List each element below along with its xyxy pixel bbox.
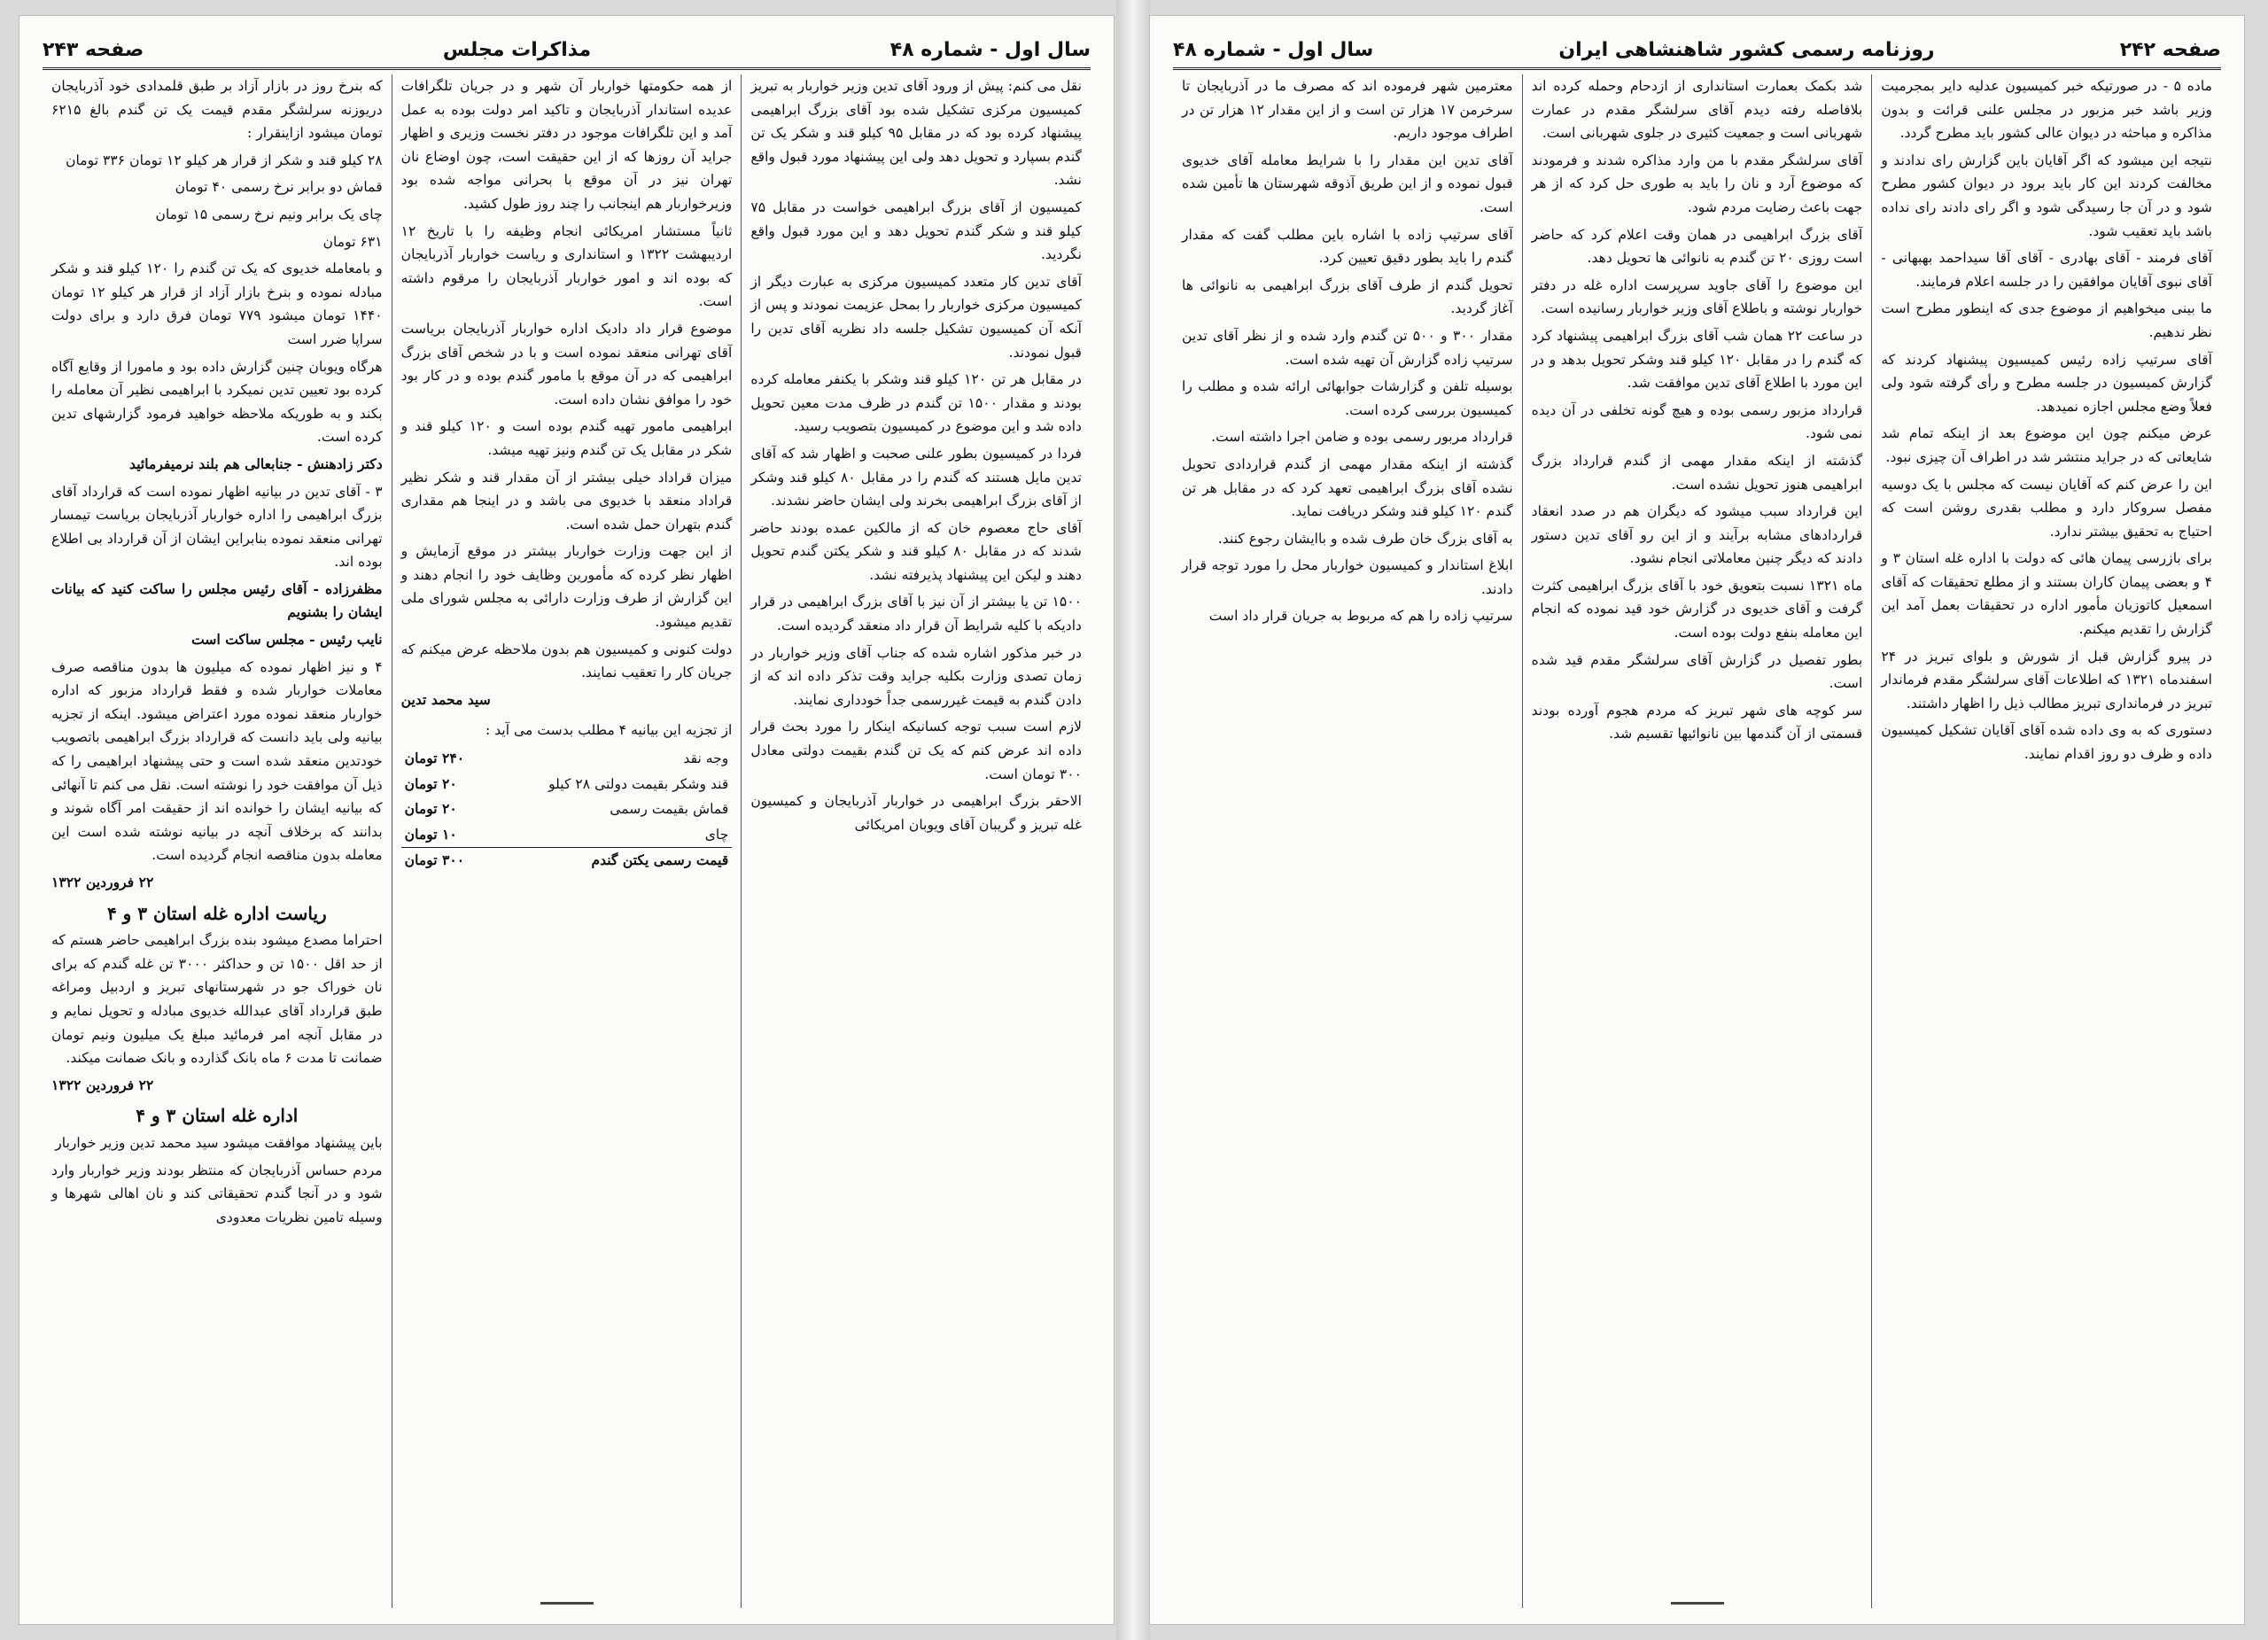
paragraph: سرتیپ زاده را هم که مربوط به جریان قرار داد است [1208, 608, 1513, 625]
right-page-header [1173, 32, 2221, 70]
signature: سید محمد تدین [400, 690, 491, 708]
paragraph: در پیرو گزارش قبل از شورش و بلوای تبریز در ۲۴ اسفندماه ۱۳۲۱ که اطلاعات آقای سرلشگر مقدم فرماندار تبریز در فرمانداری تبریز مطالب ذیل را اظهار داشتند. [1881, 648, 2212, 711]
paragraph: باین پیشنهاد موافقت میشود سید محمد تدین وزیر خواربار [55, 1134, 383, 1151]
table-row [401, 746, 733, 772]
left-col-1 [43, 74, 392, 1608]
table-cell-label: وجه نقد [683, 750, 729, 767]
paragraph: ابراهیمی مامور تهیه گندم بوده است و ۱۲۰ کیلو قند و شکر در مقابل یک تن گندم ونیز تهیه میشد. [400, 418, 733, 458]
right-page-number: صفحه ۲۴۲ [2119, 38, 2221, 61]
paragraph: مقدار ۳۰۰ و ۵۰۰ تن گندم وارد شده و از نظر آقای تدین سرتیپ زاده گزارش آن تهیه شده است. [1181, 327, 1513, 368]
page-footer-mark [540, 1602, 594, 1621]
paragraph: آقای سرتیپ زاده با اشاره باین مطلب گفت که مقدار گندم را باید بطور دقیق تعیین کرد. [1181, 226, 1513, 267]
paragraph: آقای بزرگ ابراهیمی در همان وقت اعلام کرد که حاضر است روزی ۲۰ تن گندم به نانوائی ها تحویل دهد. [1531, 226, 1863, 267]
paragraph: بوسیله تلفن و گزارشات جوابهائی ارائه شده و مطلب را کمیسیون بررسی کرده است. [1181, 378, 1513, 418]
paragraph: نقل می کنم: پیش از ورود آقای تدین وزیر خواربار به تبریز کمیسیون مرکزی تشکیل شده بود آقای بزرگ ابراهیمی پیشنهاد کرده بود که در مقابل ۹۵ کیلو قند و شکر یک تن گندم بسپارد و تحویل دهد ولی این پیشنهاد مورد قبول واقع نشد. [750, 78, 1082, 189]
paragraph: میزان قراداد خیلی بیشتر از آن مقدار قند و شکر نظیر قراداد منعقد با خدیوی می باشد و در اینجا هم مقداری گندم بتهران حمل شده است. [400, 469, 733, 532]
paragraph: برای بازرسی پیمان هائی که دولت با اداره غله استان ۳ و ۴ و بعضی پیمان کاران بستند و از مطلع تحقیقات که آقای اسمعیل کاتوزیان مأمور اداره در تحقیقات بعمل آمد این گزارش را تقدیم میکنم. [1881, 550, 2212, 638]
table-cell-value: ۱۰ تومان [404, 825, 457, 843]
left-page-number: صفحه ۲۴۳ [43, 38, 144, 61]
table-cell-value: ۳۰۰ تومان [404, 851, 465, 869]
right-col-2 [1522, 74, 1872, 1608]
paragraph: آقای سرلشگر مقدم با من وارد مذاکره شدند و فرمودند که موضوع آرد و نان را باید به طوری حل کرد که از هر جهت باعث رضایت مردم شود. [1531, 152, 1863, 215]
paragraph: که بنرخ روز در بازار آزاد بر طبق قلمدادی خود آذربایجان دریوزنه سرلشگر مقدم قیمت یک تن گندم بالغ ۶۲۱۵ تومان میشود ازاینقرار : [50, 78, 383, 142]
paragraph: لازم است سبب توجه کسانیکه اینکار را مورد بحث قرار داده اند عرض کنم که یک تن گندم بقیمت دولتی معادل ۳۰۰ تومان است. [750, 719, 1082, 782]
paragraph: ۲۸ کیلو قند و شکر از قرار هر کیلو ۱۲ تومان ۳۳۶ تومان [66, 152, 383, 168]
paragraph: ثانیاً مستشار امریکائی انجام وظیفه را با تاریخ ۱۲ اردیبهشت ۱۳۲۲ و استانداری و ریاست خواربار آذربایجان که بوده اند و امور خواربار آذربایجان را مرقوم داشته است. [400, 222, 733, 310]
paragraph: گذشته از اینکه مقدار مهمی از گندم قراردادی تحویل نشده آقای بزرگ ابراهیمی تعهد کرد که در مقابل هر تن گندم ۱۲۰ کیلو قند وشکر دریافت نماید. [1181, 455, 1513, 520]
table-intro: از تجزیه این بیانیه ۴ مطلب بدست می آید : [485, 722, 733, 739]
table-cell-label: چای [704, 826, 729, 843]
paragraph: تحویل گندم از طرف آقای بزرگ ابراهیمی به نانوائی ها آغاز گردید. [1181, 276, 1513, 317]
paragraph: آقای تدین این مقدار را با شرایط معامله آقای خدیوی قبول نموده و از این طریق آذوقه شهرستان ها تأمین شده است. [1181, 152, 1513, 215]
paragraph: آقای سرتیپ زاده رئیس کمیسیون پیشنهاد کردند که گزارش کمیسیون در جلسه مطرح و رأی گرفته شود ولی فعلاً وضع مجلس اجازه نمیدهد. [1881, 351, 2212, 415]
paragraph: از این جهت وزارت خواربار بیشتر در موقع آزمایش و اظهار نظر کرده که مأمورین وظایف خود را انجام دهند و این گزارش از طرف وزارت دارائی به مجلس شورای ملی تقدیم میشود. [400, 543, 733, 631]
left-col-2 [392, 74, 742, 1608]
paragraph: ابلاغ استاندار و کمیسیون خواربار محل را مورد توجه قرار دادند. [1181, 557, 1513, 597]
page-footer-mark [1671, 1602, 1724, 1621]
paragraph: آقای فرمند - آقای بهادری - آقای آقا سیداحمد بهبهانی - آقای نبوی آقایان موافقین را در جلسه اعلام فرمایند. [1881, 250, 2212, 290]
table-cell-label: قند وشکر بقیمت دولتی ۲۸ کیلو [548, 775, 729, 792]
paragraph: موضوع قرار داد دادیک اداره خواربار آذربایجان بریاست آقای تهرانی منعقد نموده است و با در شخص آقای بزرگ ابراهیمی که در آن موقع با مامور گندم بوده و در کار بود خود را موافق نشان داده است. [400, 320, 733, 408]
left-page [19, 16, 1114, 1624]
left-issue-label: سال اول - شماره ۴۸ [889, 38, 1091, 61]
paragraph: در خبر مذکور اشاره شده که جناب آقای وزیر خواربار در زمان تصدی وزارت بکلیه جراید وقت تذکر داده اند که از دادن گندم به قیمت غیررسمی جداً خودداری نمایند. [750, 644, 1082, 708]
left-page-columns [43, 74, 1091, 1608]
right-issue-label: سال اول - شماره ۴۸ [1173, 38, 1374, 61]
paragraph: گذشته از اینکه مقدار مهمی از گندم قرارداد بزرگ ابراهیمی هنوز تحویل نشده است. [1531, 452, 1863, 493]
speaker-line: دکتر زادهنش - جنابعالی هم بلند نرمیفرمائید [129, 455, 383, 472]
right-col-1 [1871, 74, 2221, 1608]
paragraph: این را عرض کنم که آقایان نیست که مجلس با یک دوسیه مفصل سروکار دارد و مطلب بقدری روشن است که احتیاج به تحقیق بیشتر ندارد. [1881, 476, 2212, 540]
paragraph: به آقای بزرگ خان طرف شده و باایشان رجوع کنند. [1217, 530, 1513, 547]
paragraph: شد بکمک بعمارت استانداری از ازدحام وحمله کرده اند بلافاصله رفته دیدم آقای سرلشگر مقدم در عمارت شهربانی است و جمعیت کثیری در جلوی شهربانی است. [1531, 78, 1863, 142]
paragraph: مردم حساس آذربایجان که منتظر بودند وزیر خواربار وارد شود و در آنجا گندم تحقیقاتی کند و نان اهالی شهرها و وسیله تامین نظریات معدودی [50, 1162, 383, 1225]
section-heading: اداره غله استان ۳ و ۴ [136, 1105, 299, 1127]
paragraph: آقای حاج معصوم خان که از مالکین عمده بودند حاضر شدند که در مقابل ۸۰ کیلو قند و شکر یکتن گندم تحویل دهند و لیکن این پیشنهاد پذیرفته نشد. [750, 519, 1082, 583]
paragraph: آقای تدین کار متعدد کمیسیون مرکزی به عبارت دیگر از کمیسیون مرکزی خواربار را بمحل عزیمت نمودند و پس از آنکه آن کمیسیون تشکیل جلسه داد نظریه آقای تدین را قبول نمودند. [750, 273, 1082, 361]
table-row [401, 822, 733, 848]
paragraph: کمیسیون از آقای بزرگ ابراهیمی خواست در مقابل ۷۵ کیلو قند و شکر گندم تحویل دهد و این مورد قبول واقع نگردید. [750, 198, 1082, 263]
paragraph: ما بینی میخواهیم از موضوع جدی که اینطور مطرح است نظر ندهیم. [1881, 300, 2212, 340]
table-cell-label: قماش بقیمت رسمی [610, 801, 729, 818]
left-page-header [43, 32, 1091, 70]
paragraph: سر کوچه های شهر تبریز که مردم هجوم آورده بودند قسمتی از آن گندمها بین نانوائیها تقسیم شد. [1531, 702, 1863, 742]
left-col-3 [741, 74, 1091, 1608]
paragraph: هرگاه ویوبان چنین گزارش داده بود و مامورا از وقایع آگاه کرده بود تعیین تدین نمیکرد با ابراهیمی نظیر آن معامله را بکند و به طوریکه ملاحظه خواهید فرمود گزارشهای تدین کرده است. [50, 358, 383, 446]
paragraph: در ساعت ۲۲ همان شب آقای بزرگ ابراهیمی پیشنهاد کرد که گندم را در مقابل ۱۲۰ کیلو قند وشکر تحویل بدهد و در این مورد با اطلاع آقای تدین موافقت شد. [1531, 327, 1863, 392]
speaker-line: نایب رئیس - مجلس ساکت است [191, 631, 383, 649]
paragraph: و بامعامله خدیوی که یک تن گندم را ۱۲۰ کیلو قند و شکر مبادله نموده و بنرخ بازار آزاد از قرار هر کیلو ۱۲ تومان ۱۴۴۰ تومان میشود ۷۷۹ تومان فرق دارد و برای دولت سراپا ضرر است [50, 260, 383, 347]
paragraph: چای یک برابر ونیم نرخ رسمی ۱۵ تومان [155, 206, 383, 222]
table-cell-value: ۲۰ تومان [404, 800, 457, 818]
paragraph: ۳ - آقای تدین در بیانیه اظهار نموده است که قرارداد آقای بزرگ ابراهیمی را اداره خواربار آذربایجان بریاست تیمسار تهرانی منعقد نموده بنابراین ایشان از آن قرارداد بی اطلاع بوده اند. [50, 483, 383, 571]
paragraph: ۱۵۰۰ تن یا بیشتر از آن نیز با آقای بزرگ ابراهیمی در قرار دادیکه با کلیه شرایط آن قرار داد منعقد گردیده است. [750, 594, 1082, 634]
section-heading: ریاست اداره غله استان ۳ و ۴ [106, 902, 327, 924]
price-table [401, 746, 733, 874]
table-row [401, 848, 733, 874]
date-line: ۲۲ فروردین ۱۳۲۲ [50, 874, 154, 890]
table-cell-value: ۲۰ تومان [404, 774, 457, 792]
paragraph: قماش دو برابر نرخ رسمی ۴۰ تومان [175, 179, 383, 196]
paragraph: این موضوع را آقای جاوید سرپرست اداره غله در دفتر خواربار نوشته و باطلاع آقای وزیر خواربار رسانیده است. [1531, 276, 1863, 317]
table-cell-value: ۲۴۰ تومان [404, 750, 465, 767]
right-masthead-title: روزنامه رسمی کشور شاهنشاهی ایران [1558, 38, 1935, 61]
paragraph: عرض میکنم چون این موضوع بعد از اینکه تمام شد شایعاتی که در جراید منتشر شد در اطراف آن چیزی نبود. [1881, 425, 2212, 465]
paragraph: در مقابل هر تن ۱۲۰ کیلو قند وشکر با یکنفر معامله کرده بودند و مقدار ۱۵۰۰ تن گندم در ظرف مدت معین تحویل داده شد و این موضوع در کمیسیون بتصویب رسید. [750, 371, 1083, 435]
right-page-columns [1173, 74, 2221, 1608]
right-col-3 [1173, 74, 1522, 1608]
paragraph: ماده ۵ - در صورتیکه خبر کمیسیون عدلیه دایر بمجرمیت وزیر باشد خبر مزبور در مجلس علنی قرائت و بدون مذاکره و مباحثه در دیوان عالی کشور باید مطرح گردد. [1881, 78, 2212, 142]
date-line: ۲۲ فروردین ۱۳۲۲ [50, 1076, 154, 1093]
paragraph: دولت کنونی و کمیسیون هم بدون ملاحظه عرض میکنم که جریان کار را تعقیب نمایند. [400, 641, 733, 681]
left-section-label: مذاکرات مجلس [442, 38, 592, 61]
right-page [1150, 16, 2244, 1624]
paragraph: ۴ و نیز اظهار نموده که میلیون ها بدون مناقصه صرف معاملات خواربار شده و فقط قرارداد مزبور که اداره خواربار منعقد نموده مورد اعتراض میشود. اینکه از تجزیه بیانیه ولی باید دانست که قرارداد بزرگ ابراهیمی باتصویب خودتدین منعقد شده است و حتی پیشنهاد ابراهیمی را که ذیل آن موافقت خود را نوشته است. نقل می کنم تا آنهائی که بیانیه ایشان را خوانده اند از حقیقت امر آگاه شوند و بدانند که برخلاف آنچه در بیانیه نوشته شده است این معامله بدون مناقصه انجام گردیده است. [50, 658, 383, 864]
paragraph: این قرارداد سبب میشود که دیگران هم در صدد انعقاد قراردادهای مشابه برآیند و از این رو آقای تدین دستور دادند که دیگر چنین معاملاتی انجام نشود. [1531, 503, 1863, 567]
paragraph: ماه ۱۳۲۱ نسبت بتعویق خود با آقای بزرگ ابراهیمی کثرت گرفت و آقای خدیوی در گزارش خود قید نموده که انجام این معامله بنفع دولت بوده است. [1531, 577, 1863, 641]
table-cell-label: قیمت رسمی یکتن گندم [591, 851, 729, 869]
paragraph: فردا در کمیسیون بطور علنی صحبت و اظهار شد که آقای تدین مایل هستند که گندم را در مقابل ۸۰ کیلو قند وشکر از آقای بزرگ ابراهیمی بخرند ولی ایشان حاضر نشدند. [750, 445, 1083, 509]
paragraph: ۶۳۱ تومان [322, 233, 383, 250]
page-gutter [1116, 0, 1150, 1640]
speaker-line: مظفرزاده - آقای رئیس مجلس را ساکت کنید که بیانات ایشان را بشنویم [50, 579, 383, 621]
paragraph: از همه حکومتها خواربار آن شهر و در جریان تلگرافات عدیده استاندار آذربایجان و تاکید امر دولت بوده به عمل آمد و این تلگرافات موجود در دفتر نخست وزیری و اظهار جراید آن روزها که از این حقیقت است، چون اوضاع نان تهران نیز در آن موقع با بحرانی مواجه شده بود وزیرخواربار هم اینجانب را چند روز طول کشید. [400, 78, 733, 212]
paragraph: الاحقر بزرگ ابراهیمی در خواربار آذربایجان و کمیسیون غله تبریز و گریبان آقای ویوبان امریکائی [750, 793, 1082, 833]
paragraph: بطور تفصیل در گزارش آقای سرلشگر مقدم قید شده است. [1531, 651, 1863, 692]
table-row [401, 797, 733, 822]
paragraph: نتیجه این میشود که اگر آقایان باین گزارش رای ندادند و مخالفت کردند این کار باید برود در دیوان کشور مطرح شود و در آن جا رسیدگی شود و اگر رای دادند رای نداده باشد باید تعقیب شود. [1881, 152, 2212, 239]
paragraph: قرارداد مربور رسمی بوده و ضامن اجرا داشته است. [1211, 429, 1513, 446]
table-row [401, 772, 733, 797]
paragraph: قرارداد مزبور رسمی بوده و هیچ گونه تخلفی در آن دیده نمی شود. [1531, 401, 1863, 442]
paragraph: دستوری که به وی داده شده آقای آقایان تشکیل کمیسیون داده و ظرف دو روز اقدام نمایند. [1881, 722, 2212, 763]
paragraph: معترمین شهر فرموده اند که مصرف ما در آذربایجان تا سرخرمن ۱۷ هزار تن است و از این مقدار ۱۲ هزار تن در اطراف موجود داریم. [1181, 78, 1513, 142]
paragraph: احتراما مصدع میشود بنده بزرگ ابراهیمی حاضر هستم که از حد اقل ۱۵۰۰ تن و حداکثر ۳۰۰۰ تن غله گندم که برای نان خوراک جو در شهرستانهای تبریز و اردبیل ومراغه طبق قرارداد آقای عبدالله خدیوی مبادله و تحویل نمایم و در مقابل آنچه امر فرمائید مبلغ یک میلیون ونیم تومان ضمانت تا مدت ۶ ماه بانک گذارده و بانک ضمانت میکند. [50, 932, 383, 1067]
